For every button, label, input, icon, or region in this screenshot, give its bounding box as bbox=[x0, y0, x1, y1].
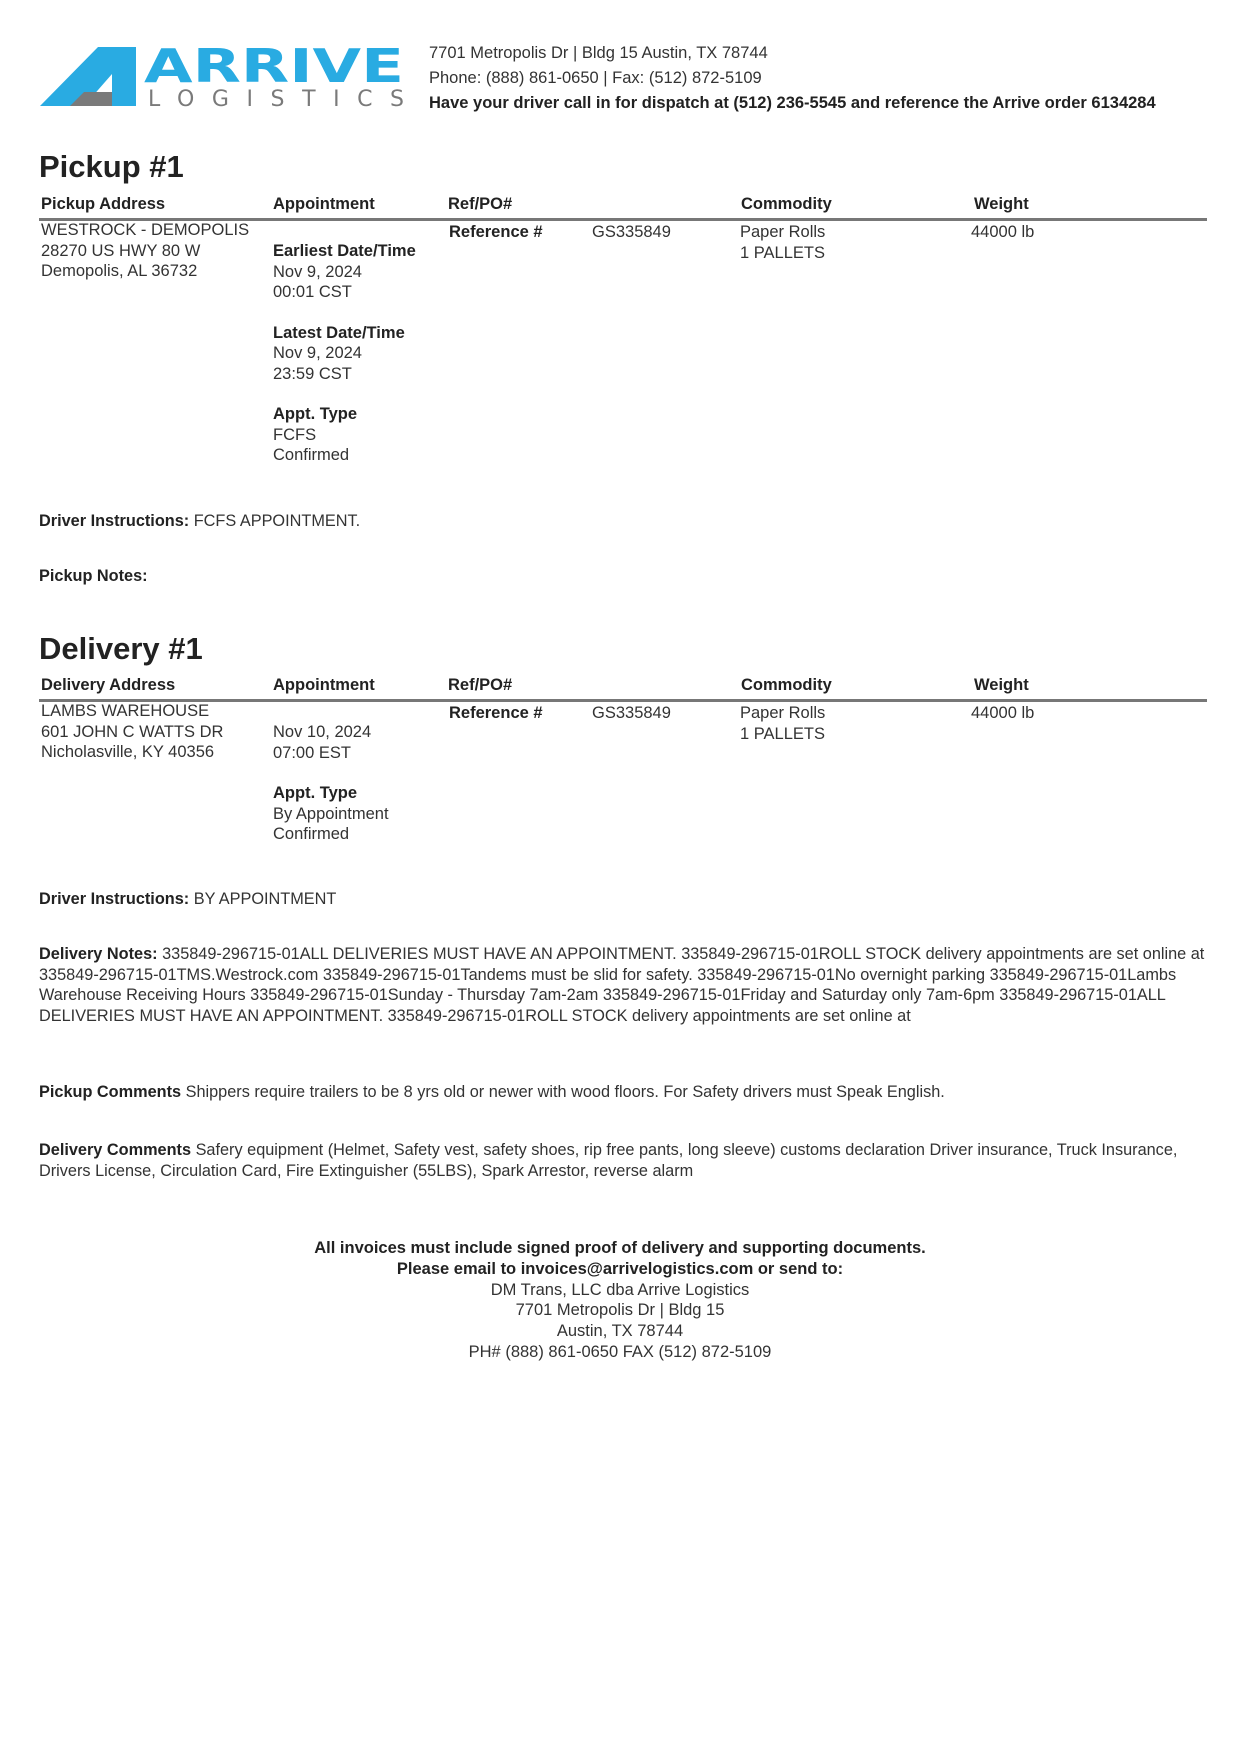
earliest-label: Earliest Date/Time bbox=[273, 242, 416, 260]
col-weight: Weight bbox=[974, 676, 1029, 694]
delivery-commodity bbox=[740, 703, 825, 744]
appt-type-label: Appt. Type bbox=[273, 405, 358, 423]
delivery-driver-instructions-text: BY APPOINTMENT bbox=[193, 890, 337, 908]
delivery-driver-instructions-label: Driver Instructions: bbox=[39, 890, 190, 908]
latest-label: Latest Date/Time bbox=[273, 323, 405, 342]
invoice-footer bbox=[0, 1238, 1240, 1363]
delivery-address-name: LAMBS WAREHOUSE bbox=[41, 702, 210, 720]
delivery-notes-label: Delivery Notes: bbox=[39, 945, 158, 963]
company-contact bbox=[429, 41, 1156, 116]
pickup-weight: 44000 lb bbox=[971, 223, 1035, 241]
delivery-weight: 44000 lb bbox=[971, 704, 1035, 722]
delivery-appt-type-label: Appt. Type bbox=[273, 784, 358, 802]
col-pickup-address: Pickup Address bbox=[41, 195, 166, 213]
pickup-appointment bbox=[273, 241, 416, 466]
pickup-address-city: Demopolis, AL 36732 bbox=[41, 262, 198, 280]
delivery-table-header bbox=[39, 673, 1207, 702]
company-address: 7701 Metropolis Dr | Bldg 15 Austin, TX 78744 bbox=[429, 44, 768, 62]
col-ref: Ref/PO# bbox=[448, 676, 513, 694]
pickup-ref-label: Reference # bbox=[449, 223, 543, 241]
delivery-address-street: 601 JOHN C WATTS DR bbox=[41, 722, 224, 741]
delivery-appt-type: By Appointment bbox=[273, 804, 389, 823]
col-appointment: Appointment bbox=[273, 676, 375, 694]
delivery-ref-label: Reference # bbox=[449, 704, 543, 722]
pickup-title: Pickup #1 bbox=[39, 149, 184, 184]
latest-date: Nov 9, 2024 bbox=[273, 344, 362, 362]
appt-status: Confirmed bbox=[273, 446, 350, 464]
pickup-driver-instructions bbox=[39, 511, 1209, 532]
earliest-time: 00:01 CST bbox=[273, 283, 352, 301]
delivery-address-city: Nicholasville, KY 40356 bbox=[41, 743, 215, 761]
delivery-appt-status: Confirmed bbox=[273, 825, 350, 843]
col-ref: Ref/PO# bbox=[448, 195, 513, 213]
delivery-notes bbox=[39, 944, 1209, 1026]
col-appointment: Appointment bbox=[273, 195, 375, 213]
delivery-title: Delivery #1 bbox=[39, 631, 203, 666]
pickup-address-name: WESTROCK - DEMOPOLIS bbox=[41, 221, 250, 239]
col-weight: Weight bbox=[974, 195, 1029, 213]
pickup-pallets: 1 PALLETS bbox=[740, 243, 825, 262]
footer-line-4: 7701 Metropolis Dr | Bldg 15 bbox=[515, 1301, 725, 1320]
delivery-appt-date: Nov 10, 2024 bbox=[273, 723, 372, 741]
pickup-driver-instructions-label: Driver Instructions: bbox=[39, 512, 190, 530]
earliest-date: Nov 9, 2024 bbox=[273, 262, 362, 281]
col-delivery-address: Delivery Address bbox=[41, 676, 176, 694]
delivery-appointment bbox=[273, 722, 389, 845]
logo-word-arrive: ARRIVE bbox=[144, 44, 404, 93]
pickup-driver-instructions-text: FCFS APPOINTMENT. bbox=[193, 512, 361, 530]
latest-time: 23:59 CST bbox=[273, 364, 352, 383]
pickup-ref-value: GS335849 bbox=[592, 223, 671, 241]
pickup-notes-label: Pickup Notes: bbox=[39, 567, 148, 585]
pickup-comments-text: Shippers require trailers to be 8 yrs old or newer with wood floors. For Safety drivers must Speak English. bbox=[185, 1083, 945, 1101]
delivery-notes-text: 335849-296715-01ALL DELIVERIES MUST HAVE AN APPOINTMENT. 335849-296715-01ROLL STOCK delivery appointments are set online at 335849-296715-01TMS.Westrock.com 335849-296715-01Tandems must be slid for safety. 335849-296715-01No overnight parking 335849-296715-01Lambs Warehouse Receiving Hours 335849-296715-01Sunday - Thursday 7am-2am 335849-296715-01Friday and Saturday only 7am-6pm 335849-296715-01ALL DELIVERIES MUST HAVE AN APPOINTMENT. 335849-296715-01ROLL STOCK delivery appointments are set online at bbox=[39, 945, 1205, 1025]
pickup-comments bbox=[39, 1082, 1209, 1103]
footer-line-6: PH# (888) 861-0650 FAX (512) 872-5109 bbox=[468, 1342, 772, 1361]
delivery-comments bbox=[39, 1140, 1209, 1181]
col-commodity: Commodity bbox=[741, 676, 832, 694]
delivery-comments-text: Safery equipment (Helmet, Safety vest, safety shoes, rip free pants, long sleeve) customs declaration Driver insurance, Truck Insurance, Drivers License, Circulation Card, Fire Extinguisher (55LBS), Spark Arrestor, reverse alarm bbox=[39, 1141, 1178, 1180]
delivery-ref-value: GS335849 bbox=[592, 704, 671, 722]
footer-line-5: Austin, TX 78744 bbox=[556, 1322, 684, 1341]
delivery-pallets: 1 PALLETS bbox=[740, 724, 825, 743]
col-commodity: Commodity bbox=[741, 195, 832, 213]
pickup-address bbox=[41, 220, 249, 282]
footer-line-1: All invoices must include signed proof of delivery and supporting documents. bbox=[314, 1239, 926, 1257]
company-phone: Phone: (888) 861-0650 | Fax: (512) 872-5109 bbox=[429, 69, 762, 87]
pickup-address-street: 28270 US HWY 80 W bbox=[41, 241, 201, 260]
delivery-comments-label: Delivery Comments bbox=[39, 1141, 192, 1159]
pickup-comments-label: Pickup Comments bbox=[39, 1083, 182, 1101]
pickup-notes bbox=[39, 566, 1209, 587]
pickup-commodity-name: Paper Rolls bbox=[740, 223, 826, 241]
delivery-commodity-name: Paper Rolls bbox=[740, 704, 826, 722]
delivery-address bbox=[41, 701, 223, 763]
delivery-appt-time: 07:00 EST bbox=[273, 743, 351, 762]
arrive-logistics-logo bbox=[40, 44, 410, 108]
delivery-driver-instructions bbox=[39, 889, 1209, 910]
pickup-table-header bbox=[39, 192, 1207, 221]
logo-word-logistics: LOGISTICS bbox=[148, 87, 404, 108]
dispatch-instructions: Have your driver call in for dispatch at (512) 236-5545 and reference the Arrive order 6134284 bbox=[429, 94, 1156, 112]
footer-line-2: Please email to invoices@arrivelogistics.com or send to: bbox=[396, 1259, 844, 1278]
pickup-commodity bbox=[740, 222, 825, 263]
footer-line-3: DM Trans, LLC dba Arrive Logistics bbox=[490, 1280, 750, 1299]
appt-type: FCFS bbox=[273, 425, 317, 444]
